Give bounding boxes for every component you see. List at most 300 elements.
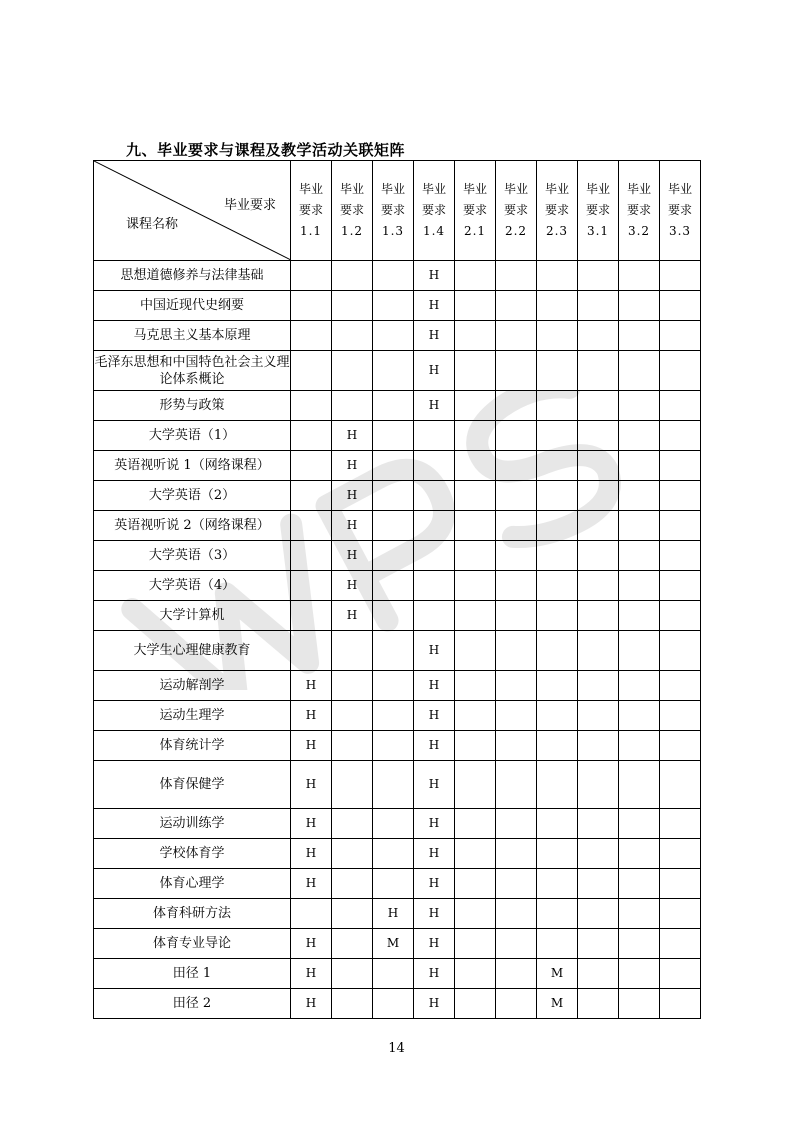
relation-mark-cell (373, 291, 414, 321)
relation-mark-cell (619, 839, 660, 869)
relation-mark-cell: H (414, 631, 455, 671)
req-header-line1: 毕业 (421, 182, 446, 196)
page-number: 14 (388, 1041, 405, 1056)
relation-mark-cell (660, 761, 701, 809)
relation-mark-cell (496, 959, 537, 989)
req-header-cell (619, 161, 660, 261)
req-header-line1: 毕业 (544, 182, 569, 196)
table-row (94, 899, 701, 929)
relation-mark-cell (537, 511, 578, 541)
relation-mark-cell (496, 761, 537, 809)
relation-mark-cell (332, 631, 373, 671)
relation-mark-cell (660, 869, 701, 899)
relation-mark-cell (291, 421, 332, 451)
diagonal-header-cell (94, 161, 291, 261)
relation-mark-cell (414, 421, 455, 451)
relation-mark-cell (496, 571, 537, 601)
relation-mark-cell: H (291, 761, 332, 809)
table-row (94, 421, 701, 451)
relation-mark-cell (373, 571, 414, 601)
relation-mark-cell (455, 351, 496, 391)
course-name-cell: 形势与政策 (94, 391, 291, 421)
relation-mark-cell (455, 989, 496, 1019)
relation-mark-cell (496, 351, 537, 391)
req-header-code: 2.2 (504, 224, 528, 238)
relation-mark-cell (537, 261, 578, 291)
relation-mark-cell (537, 671, 578, 701)
relation-mark-cell: M (537, 989, 578, 1019)
relation-mark-cell (660, 291, 701, 321)
relation-mark-cell (619, 929, 660, 959)
relation-mark-cell (332, 391, 373, 421)
relation-mark-cell (619, 351, 660, 391)
relation-mark-cell (660, 391, 701, 421)
relation-mark-cell (332, 291, 373, 321)
course-name-cell: 大学英语（4） (94, 571, 291, 601)
relation-mark-cell (578, 959, 619, 989)
relation-mark-cell (455, 839, 496, 869)
req-header-code: 3.3 (668, 224, 692, 238)
req-header-line1: 毕业 (667, 182, 692, 196)
relation-mark-cell (455, 571, 496, 601)
relation-mark-cell (496, 899, 537, 929)
relation-mark-cell (619, 631, 660, 671)
table-row (94, 541, 701, 571)
relation-mark-cell (455, 869, 496, 899)
relation-mark-cell: H (414, 321, 455, 351)
relation-mark-cell (537, 391, 578, 421)
relation-mark-cell (496, 541, 537, 571)
course-name-cell: 大学英语（1） (94, 421, 291, 451)
section-heading: 九、毕业要求与课程及教学活动关联矩阵 (126, 141, 406, 159)
relation-mark-cell (455, 601, 496, 631)
table-row (94, 731, 701, 761)
relation-mark-cell (455, 541, 496, 571)
relation-mark-cell (332, 761, 373, 809)
relation-mark-cell (496, 481, 537, 511)
course-name-cell: 英语视听说 1（网络课程） (94, 451, 291, 481)
relation-mark-cell (537, 899, 578, 929)
relation-mark-cell (373, 451, 414, 481)
relation-mark-cell: H (332, 511, 373, 541)
relation-mark-cell (537, 869, 578, 899)
relation-mark-cell: H (414, 989, 455, 1019)
relation-mark-cell (660, 421, 701, 451)
relation-mark-cell (660, 731, 701, 761)
relation-mark-cell (373, 959, 414, 989)
table-row (94, 701, 701, 731)
relation-mark-cell (455, 631, 496, 671)
relation-mark-cell (291, 541, 332, 571)
relation-mark-cell: H (414, 839, 455, 869)
relation-mark-cell: H (291, 869, 332, 899)
relation-mark-cell (414, 451, 455, 481)
relation-mark-cell (332, 351, 373, 391)
relation-mark-cell (291, 571, 332, 601)
relation-mark-cell (373, 839, 414, 869)
relation-mark-cell: H (291, 959, 332, 989)
relation-mark-cell: H (332, 571, 373, 601)
relation-mark-cell (496, 671, 537, 701)
table-row (94, 761, 701, 809)
relation-mark-cell (291, 601, 332, 631)
relation-mark-cell (332, 731, 373, 761)
relation-mark-cell (496, 511, 537, 541)
relation-mark-cell (332, 839, 373, 869)
course-name-cell: 体育心理学 (94, 869, 291, 899)
relation-mark-cell (455, 929, 496, 959)
relation-mark-cell (578, 731, 619, 761)
relation-mark-cell (537, 321, 578, 351)
relation-mark-cell (537, 701, 578, 731)
req-header-line2: 要求 (503, 203, 528, 217)
relation-mark-cell (496, 929, 537, 959)
relation-mark-cell: H (414, 261, 455, 291)
relation-mark-cell (373, 761, 414, 809)
relation-mark-cell: H (373, 899, 414, 929)
course-name-cell: 大学英语（2） (94, 481, 291, 511)
relation-mark-cell (373, 421, 414, 451)
relation-mark-cell (496, 839, 537, 869)
relation-mark-cell (619, 291, 660, 321)
relation-mark-cell (332, 809, 373, 839)
req-header-cell (414, 161, 455, 261)
relation-mark-cell (496, 321, 537, 351)
req-header-code: 1.2 (340, 224, 364, 238)
relation-mark-cell (537, 291, 578, 321)
course-axis-label: 课程名称 (126, 217, 179, 232)
relation-mark-cell (455, 959, 496, 989)
req-header-line1: 毕业 (339, 182, 364, 196)
relation-mark-cell (578, 671, 619, 701)
relation-mark-cell (496, 601, 537, 631)
req-header-line1: 毕业 (298, 182, 323, 196)
relation-mark-cell (619, 989, 660, 1019)
req-header-code: 3.2 (627, 224, 651, 238)
req-header-line1: 毕业 (585, 182, 610, 196)
relation-mark-cell: H (414, 959, 455, 989)
relation-mark-cell (496, 809, 537, 839)
req-header-line2: 要求 (421, 203, 446, 217)
table-row (94, 869, 701, 899)
req-header-line2: 要求 (667, 203, 692, 217)
relation-mark-cell (373, 511, 414, 541)
relation-mark-cell (537, 929, 578, 959)
relation-mark-cell (619, 731, 660, 761)
course-name-cell: 马克思主义基本原理 (94, 321, 291, 351)
req-header-line1: 毕业 (503, 182, 528, 196)
relation-mark-cell (619, 809, 660, 839)
req-header-cell (291, 161, 332, 261)
relation-mark-cell (578, 511, 619, 541)
relation-mark-cell: H (291, 731, 332, 761)
relation-mark-cell (332, 671, 373, 701)
relation-mark-cell (578, 391, 619, 421)
relation-mark-cell (578, 809, 619, 839)
relation-mark-cell (660, 511, 701, 541)
req-header-cell (373, 161, 414, 261)
relation-mark-cell (660, 631, 701, 671)
relation-mark-cell (619, 481, 660, 511)
req-header-cell (537, 161, 578, 261)
relation-mark-cell (332, 929, 373, 959)
relation-mark-cell: H (332, 451, 373, 481)
relation-mark-cell (496, 451, 537, 481)
relation-mark-cell (578, 899, 619, 929)
relation-mark-cell (291, 481, 332, 511)
course-name-cell: 田径 2 (94, 989, 291, 1019)
table-row (94, 839, 701, 869)
course-name-cell: 英语视听说 2（网络课程） (94, 511, 291, 541)
table-row (94, 511, 701, 541)
relation-mark-cell (291, 351, 332, 391)
relation-mark-cell (660, 601, 701, 631)
relation-mark-cell (373, 321, 414, 351)
table-row (94, 391, 701, 421)
relation-mark-cell (291, 899, 332, 929)
relation-mark-cell (455, 899, 496, 929)
req-header-line2: 要求 (544, 203, 569, 217)
relation-mark-cell (455, 481, 496, 511)
relation-mark-cell (619, 321, 660, 351)
relation-mark-cell (578, 631, 619, 671)
req-header-cell (660, 161, 701, 261)
relation-mark-cell (660, 451, 701, 481)
relation-mark-cell (455, 511, 496, 541)
course-name-cell: 大学生心理健康教育 (94, 631, 291, 671)
relation-mark-cell (660, 989, 701, 1019)
relation-mark-cell (455, 421, 496, 451)
relation-mark-cell (578, 421, 619, 451)
relation-mark-cell (619, 421, 660, 451)
relation-mark-cell (578, 929, 619, 959)
relation-mark-cell (660, 809, 701, 839)
relation-mark-cell (660, 351, 701, 391)
relation-mark-cell: H (414, 809, 455, 839)
req-header-code: 3.1 (586, 224, 610, 238)
relation-mark-cell (578, 261, 619, 291)
relation-mark-cell (660, 481, 701, 511)
relation-mark-cell (660, 321, 701, 351)
relation-mark-cell (537, 601, 578, 631)
header-row (94, 161, 701, 261)
relation-mark-cell (455, 701, 496, 731)
req-header-line1: 毕业 (626, 182, 651, 196)
relation-mark-cell: M (537, 959, 578, 989)
relation-mark-cell (660, 959, 701, 989)
course-name-cell: 田径 1 (94, 959, 291, 989)
req-header-line2: 要求 (339, 203, 364, 217)
req-header-line2: 要求 (626, 203, 651, 217)
requirements-course-matrix (93, 160, 701, 1019)
course-name-cell: 思想道德修养与法律基础 (94, 261, 291, 291)
relation-mark-cell (578, 601, 619, 631)
relation-mark-cell (496, 631, 537, 671)
relation-mark-cell: H (414, 671, 455, 701)
relation-mark-cell (414, 541, 455, 571)
relation-mark-cell (578, 291, 619, 321)
relation-mark-cell (496, 701, 537, 731)
relation-mark-cell (455, 809, 496, 839)
table-row (94, 929, 701, 959)
relation-mark-cell (537, 351, 578, 391)
table-row (94, 959, 701, 989)
relation-mark-cell (455, 291, 496, 321)
relation-mark-cell (578, 321, 619, 351)
relation-mark-cell: H (414, 391, 455, 421)
relation-mark-cell (291, 631, 332, 671)
relation-mark-cell (578, 839, 619, 869)
relation-mark-cell (291, 451, 332, 481)
relation-mark-cell (373, 261, 414, 291)
relation-mark-cell (537, 571, 578, 601)
table-row (94, 481, 701, 511)
req-header-code: 2.3 (545, 224, 569, 238)
req-header-code: 1.3 (381, 224, 405, 238)
relation-mark-cell (619, 451, 660, 481)
relation-mark-cell (332, 899, 373, 929)
relation-mark-cell (660, 541, 701, 571)
course-name-cell: 体育专业导论 (94, 929, 291, 959)
relation-mark-cell (496, 261, 537, 291)
table-row (94, 571, 701, 601)
relation-mark-cell (291, 261, 332, 291)
relation-mark-cell (660, 701, 701, 731)
relation-mark-cell (455, 451, 496, 481)
relation-mark-cell (496, 731, 537, 761)
relation-mark-cell (373, 671, 414, 701)
relation-mark-cell (619, 761, 660, 809)
table-row (94, 809, 701, 839)
table-row (94, 601, 701, 631)
relation-mark-cell (537, 421, 578, 451)
relation-mark-cell (537, 481, 578, 511)
relation-mark-cell: H (332, 601, 373, 631)
course-name-cell: 体育保健学 (94, 761, 291, 809)
req-header-line2: 要求 (585, 203, 610, 217)
relation-mark-cell (373, 601, 414, 631)
relation-mark-cell: H (414, 701, 455, 731)
relation-mark-cell: H (291, 989, 332, 1019)
relation-mark-cell (373, 869, 414, 899)
relation-mark-cell (373, 391, 414, 421)
course-name-cell: 体育统计学 (94, 731, 291, 761)
req-header-cell (455, 161, 496, 261)
relation-mark-cell (660, 261, 701, 291)
relation-mark-cell (332, 321, 373, 351)
relation-mark-cell (619, 869, 660, 899)
relation-mark-cell: H (332, 481, 373, 511)
relation-mark-cell (619, 899, 660, 929)
relation-mark-cell (578, 451, 619, 481)
relation-mark-cell (619, 391, 660, 421)
relation-mark-cell: H (332, 541, 373, 571)
relation-mark-cell (373, 731, 414, 761)
course-name-cell: 大学计算机 (94, 601, 291, 631)
req-header-cell (496, 161, 537, 261)
relation-mark-cell (578, 541, 619, 571)
relation-mark-cell (332, 701, 373, 731)
relation-mark-cell (291, 391, 332, 421)
relation-mark-cell (332, 869, 373, 899)
relation-mark-cell (291, 291, 332, 321)
req-header-line2: 要求 (298, 203, 323, 217)
relation-mark-cell: H (414, 929, 455, 959)
relation-mark-cell: H (414, 731, 455, 761)
relation-mark-cell (291, 511, 332, 541)
relation-mark-cell (455, 391, 496, 421)
relation-mark-cell (660, 929, 701, 959)
requirement-axis-label: 毕业要求 (223, 198, 276, 213)
relation-mark-cell: H (291, 839, 332, 869)
course-name-cell: 毛泽东思想和中国特色社会主义理论体系概论 (94, 351, 291, 391)
relation-mark-cell (537, 731, 578, 761)
relation-mark-cell (373, 541, 414, 571)
relation-mark-cell: H (291, 701, 332, 731)
relation-mark-cell (537, 809, 578, 839)
relation-mark-cell (291, 321, 332, 351)
relation-mark-cell (373, 351, 414, 391)
relation-mark-cell: H (291, 929, 332, 959)
req-header-line2: 要求 (380, 203, 405, 217)
relation-mark-cell: H (414, 351, 455, 391)
relation-mark-cell: H (414, 869, 455, 899)
relation-mark-cell: H (414, 291, 455, 321)
relation-mark-cell (578, 761, 619, 809)
relation-mark-cell (537, 541, 578, 571)
relation-mark-cell (455, 261, 496, 291)
relation-mark-cell: H (414, 899, 455, 929)
course-name-cell: 大学英语（3） (94, 541, 291, 571)
relation-mark-cell (578, 481, 619, 511)
relation-mark-cell (373, 481, 414, 511)
relation-mark-cell (537, 451, 578, 481)
relation-mark-cell (332, 959, 373, 989)
relation-mark-cell (332, 989, 373, 1019)
relation-mark-cell (578, 989, 619, 1019)
req-header-line1: 毕业 (462, 182, 487, 196)
relation-mark-cell (537, 761, 578, 809)
req-header-code: 1.1 (299, 224, 323, 238)
relation-mark-cell (660, 671, 701, 701)
table-row (94, 989, 701, 1019)
relation-mark-cell (578, 351, 619, 391)
table-row (94, 451, 701, 481)
relation-mark-cell: H (291, 809, 332, 839)
relation-mark-cell (414, 571, 455, 601)
table-row (94, 631, 701, 671)
relation-mark-cell (373, 989, 414, 1019)
relation-mark-cell (619, 261, 660, 291)
table-row (94, 321, 701, 351)
relation-mark-cell (496, 989, 537, 1019)
relation-mark-cell (619, 571, 660, 601)
relation-mark-cell (619, 701, 660, 731)
course-name-cell: 体育科研方法 (94, 899, 291, 929)
req-header-line1: 毕业 (380, 182, 405, 196)
relation-mark-cell (537, 631, 578, 671)
relation-mark-cell (414, 601, 455, 631)
relation-mark-cell (537, 839, 578, 869)
course-name-cell: 学校体育学 (94, 839, 291, 869)
relation-mark-cell: M (373, 929, 414, 959)
relation-mark-cell (373, 701, 414, 731)
course-name-cell: 运动训练学 (94, 809, 291, 839)
relation-mark-cell (619, 511, 660, 541)
req-header-cell (332, 161, 373, 261)
relation-mark-cell (619, 959, 660, 989)
table-row (94, 671, 701, 701)
